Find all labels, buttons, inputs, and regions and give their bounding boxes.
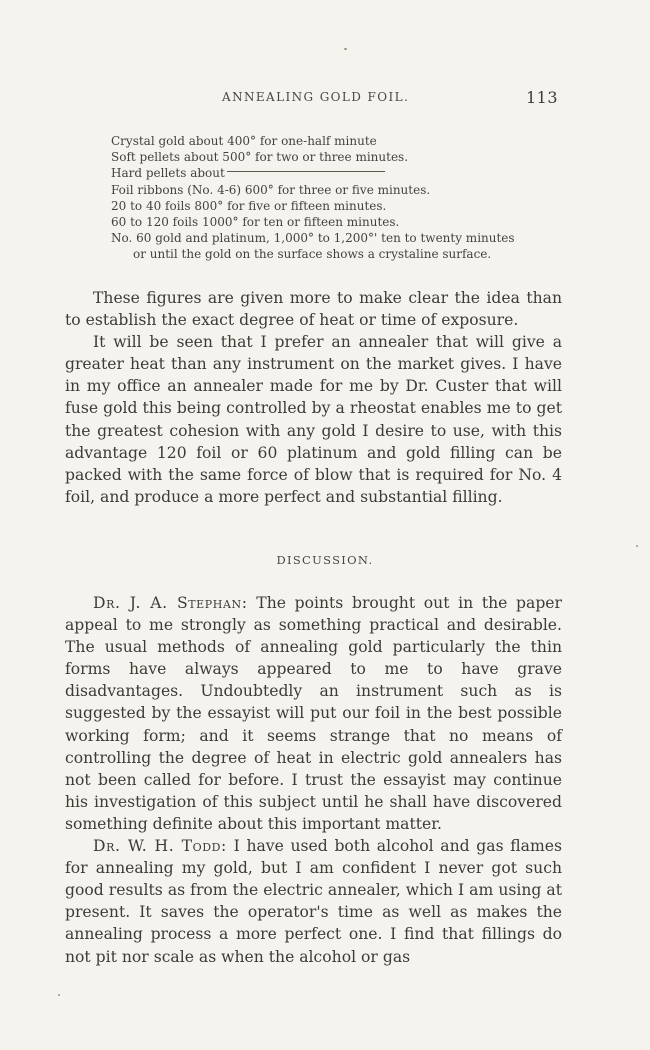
temperature-row: Foil ribbons (No. 4-6) 600° for three or five minutes. (111, 182, 431, 197)
section-heading: DISCUSSION. (276, 553, 374, 567)
blank-rule (227, 171, 385, 172)
temperature-row: Crystal gold about 400° for one-half minute (111, 134, 377, 148)
discussion-text (65, 592, 562, 968)
discussion-remark: The points brought out in the paper appeal to me strongly as something practical and desirable. The usual methods of annealing gold particularly the thin forms have always appeared to me to have grave disadvantages. Undoubtedly an instrument such as is suggested by the essayist will put our foil in the best possible working form; and it seems strange that no means of controlling the degree of heat in electric gold annealers has not been called for before. I trust the essayist may continue his investigation of this subject until he shall have discovered something definite about this important matter. (65, 594, 562, 833)
paper-speck (58, 994, 60, 996)
running-title: ANNEALING GOLD FOIL. (222, 90, 410, 104)
discussion-entry (65, 835, 562, 968)
temperature-row: No. 60 gold and platinum, 1,000° to 1,200°' ten to twenty minutes or until the gold on the surface shows a crystaline surface. (111, 231, 515, 262)
speaker-name: Dr. J. A. Stephan: (93, 594, 248, 612)
discussion-remark: I have used both alcohol and gas flames for annealing my gold, but I am confident I never got such good results as from the electric annealer, which I am using at present. It saves the operator's time as well as makes the annealing process a more perfect one. I find that fillings do not pit nor scale as when the alcohol or gas (65, 837, 562, 966)
discussion-entry (65, 592, 562, 835)
temperature-row: 60 to 120 foils 1000° for ten or fifteen minutes. (111, 215, 400, 230)
page-number: 113 (525, 88, 558, 107)
paper-speck (636, 545, 638, 547)
temperature-row-hard-pellets (111, 165, 531, 181)
paper-speck (344, 48, 347, 50)
paragraph: It will be seen that I prefer an annealer that will give a greater heat than any instrument on the market gives. I have in my office an annealer made for me by Dr. Custer that will fuse gold this being controlled by a rheostat enables me to get the greatest cohesion with any gold I desire to use, with this advantage 120 foil or 60 platinum and gold filling can be packed with the same force of blow that is required for No. 4 foil, and produce a more perfect and substantial filling. (65, 333, 562, 506)
temperature-table (111, 133, 531, 263)
speaker-name: Dr. W. H. Todd: (93, 837, 227, 856)
temperature-row-label: Hard pellets about (111, 166, 225, 181)
paragraph: These figures are given more to make clear the idea than to establish the exact degree of heat or time of exposure. (65, 289, 562, 330)
essay-text (65, 287, 562, 508)
temperature-row: Soft pellets about 500° for two or three minutes. (111, 150, 409, 165)
temperature-row: 20 to 40 foils 800° for five or fifteen minutes. (111, 198, 387, 213)
